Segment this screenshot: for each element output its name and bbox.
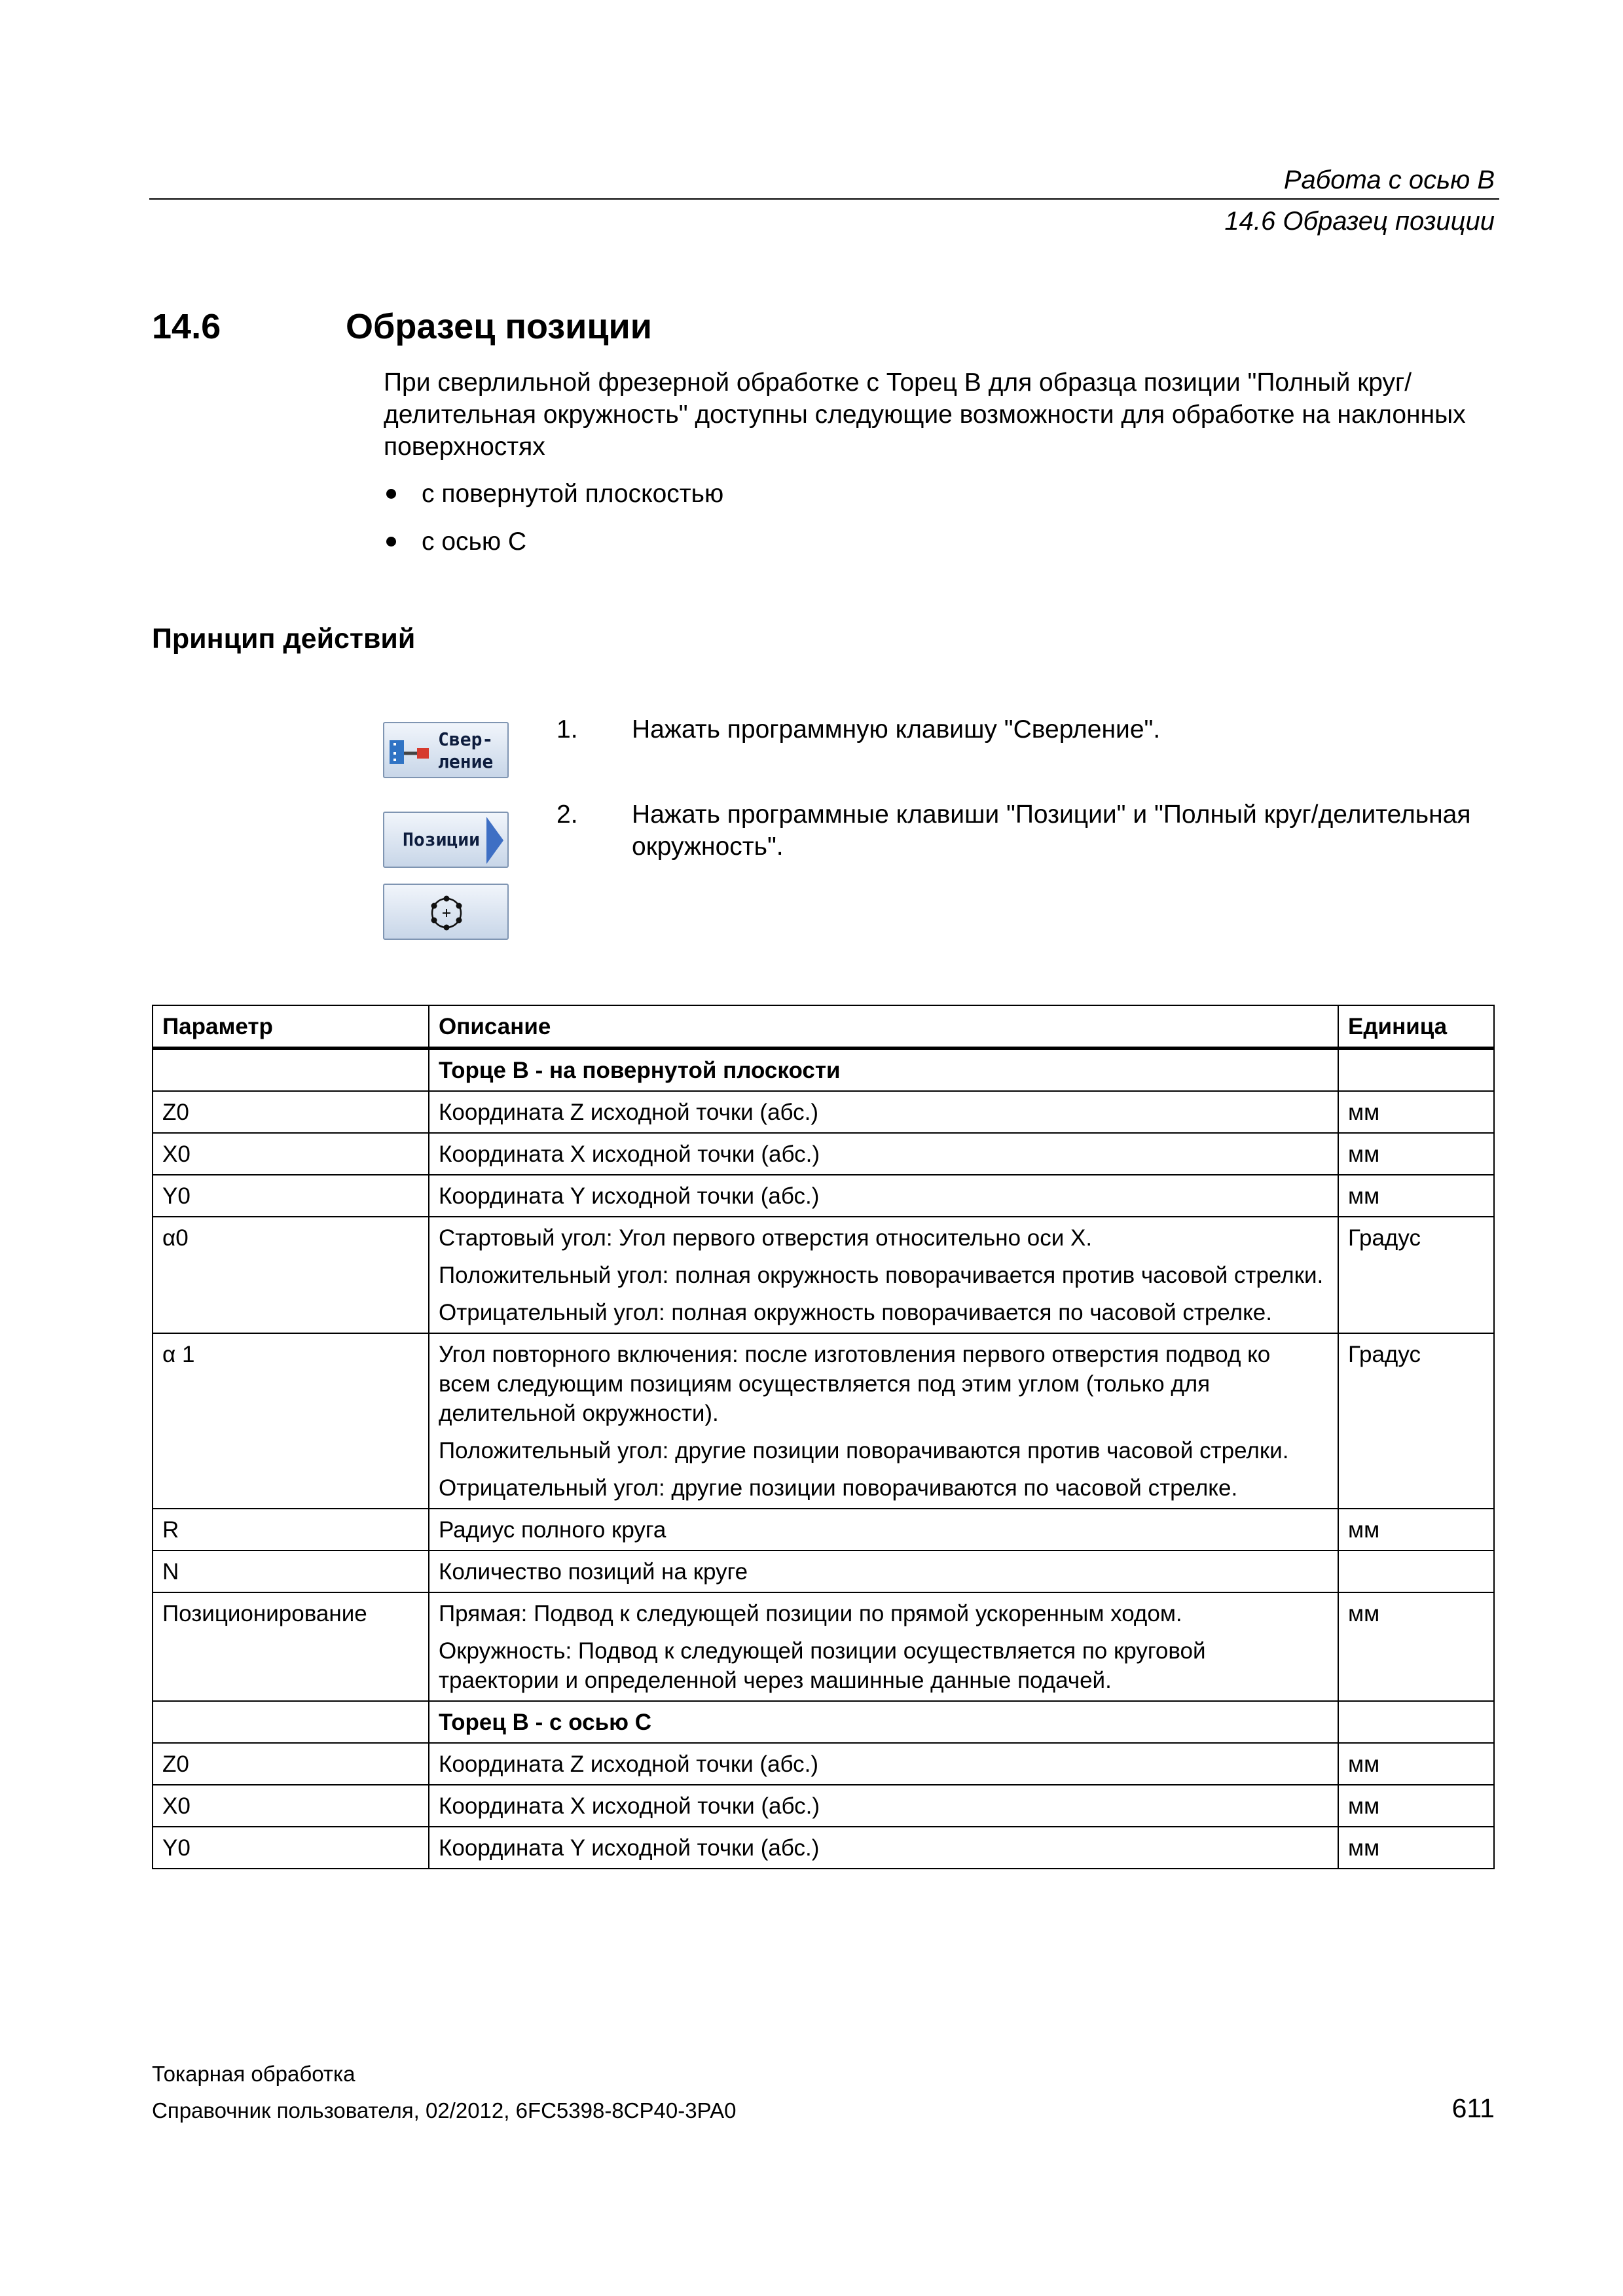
unit-cell: мм	[1338, 1509, 1494, 1551]
description-text: Положительный угол: другие позиции поворачиваются против часовой стрелки.	[439, 1438, 1289, 1463]
table-row	[153, 1217, 1494, 1333]
description-text: Координата X исходной точки (абс.)	[439, 1141, 820, 1167]
step-text: Нажать программную клавишу "Сверление".	[632, 715, 1161, 744]
running-header-section: 14.6 Образец позиции	[1224, 207, 1495, 236]
parameter-cell: X0	[153, 1785, 429, 1827]
parameter-cell: Z0	[153, 1091, 429, 1133]
parameter-cell: α 1	[153, 1333, 429, 1509]
subheading: Принцип действий	[152, 623, 416, 655]
description-text: Координата X исходной точки (абс.)	[439, 1793, 820, 1819]
description-text: Радиус полного круга	[439, 1517, 666, 1543]
table-header-row	[153, 1005, 1494, 1049]
description-text: Количество позиций на круге	[439, 1559, 748, 1585]
step-number: 2.	[556, 800, 578, 829]
table-row	[153, 1333, 1494, 1509]
table-row	[153, 1091, 1494, 1133]
table-body	[153, 1049, 1494, 1869]
description-text: Стартовый угол: Угол первого отверстия относительно оси X.	[439, 1225, 1093, 1251]
description-cell	[429, 1785, 1338, 1827]
description-cell	[429, 1592, 1338, 1701]
intro-paragraph: При сверлильной фрезерной обработке с Торец B для образца позиции "Полный круг/делительная окружность" доступны следующие возможности для обработке на наклонных поверхностях	[384, 368, 1466, 461]
subheader-text: Торце B - на повернутой плоскости	[439, 1058, 841, 1083]
description-cell	[429, 1133, 1338, 1175]
procedure-steps	[556, 713, 1493, 863]
description-cell	[429, 1827, 1338, 1869]
table-row	[153, 1827, 1494, 1869]
table-row	[153, 1785, 1494, 1827]
unit-cell: мм	[1338, 1592, 1494, 1701]
unit-cell: мм	[1338, 1743, 1494, 1785]
unit-cell	[1338, 1701, 1494, 1743]
drill-icon	[390, 734, 431, 769]
description-text: Отрицательный угол: полная окружность поворачивается по часовой стрелке.	[439, 1300, 1272, 1325]
unit-cell: Градус	[1338, 1333, 1494, 1509]
parameter-cell: Позиционирование	[153, 1592, 429, 1701]
parameter-cell	[153, 1049, 429, 1092]
drilling-softkey[interactable]	[383, 722, 509, 778]
description-cell	[429, 1551, 1338, 1592]
description-text: Окружность: Подвод к следующей позиции осуществляется по круговой траектории и определенной через машинные данные подачей.	[439, 1638, 1206, 1693]
table-row	[153, 1551, 1494, 1592]
parameter-cell: α0	[153, 1217, 429, 1333]
table-row	[153, 1175, 1494, 1217]
arrow-right-icon	[484, 814, 507, 867]
unit-cell: мм	[1338, 1133, 1494, 1175]
header-rule	[149, 198, 1499, 200]
description-cell	[429, 1091, 1338, 1133]
table-row	[153, 1743, 1494, 1785]
feature-list	[384, 478, 723, 573]
unit-cell: мм	[1338, 1827, 1494, 1869]
description-text: Координата Z исходной точки (абс.)	[439, 1100, 819, 1125]
parameter-table	[152, 1005, 1495, 1869]
full-circle-softkey[interactable]	[383, 884, 509, 940]
parameter-cell	[153, 1701, 429, 1743]
description-text: Прямая: Подвод к следующей позиции по прямой ускоренным ходом.	[439, 1601, 1182, 1626]
list-item: с повернутой плоскостью	[384, 478, 723, 526]
section-title: Образец позиции	[346, 307, 652, 346]
description-text: Координата Y исходной точки (абс.)	[439, 1835, 820, 1861]
table-row	[153, 1133, 1494, 1175]
description-text: Угол повторного включения: после изготовления первого отверстия подвод ко всем следующим позициям осуществляется под этим углом (только для делительной окружности).	[439, 1342, 1271, 1426]
step-text: Нажать программные клавиши "Позиции" и "Полный круг/делительная окружность".	[632, 800, 1471, 861]
parameter-cell: Z0	[153, 1743, 429, 1785]
unit-cell: мм	[1338, 1091, 1494, 1133]
parameter-cell: N	[153, 1551, 429, 1592]
description-cell	[429, 1701, 1338, 1743]
column-header-description: Описание	[429, 1005, 1338, 1049]
column-header-parameter: Параметр	[153, 1005, 429, 1049]
unit-cell: Градус	[1338, 1217, 1494, 1333]
description-cell	[429, 1049, 1338, 1092]
description-cell	[429, 1333, 1338, 1509]
parameter-cell: X0	[153, 1133, 429, 1175]
table-subheader-row	[153, 1049, 1494, 1092]
drilling-softkey-label: Свер- ление	[438, 728, 494, 772]
list-item: с осью C	[384, 526, 723, 573]
running-header-chapter: Работа с осью B	[1283, 166, 1495, 194]
unit-cell	[1338, 1551, 1494, 1592]
description-text: Координата Y исходной точки (абс.)	[439, 1183, 820, 1209]
parameter-cell: Y0	[153, 1827, 429, 1869]
step-1	[556, 713, 1493, 745]
footer-product: Токарная обработка	[152, 2062, 356, 2086]
description-text: Отрицательный угол: другие позиции поворачиваются по часовой стрелке.	[439, 1475, 1238, 1501]
description-cell	[429, 1509, 1338, 1551]
column-header-unit: Единица	[1338, 1005, 1494, 1049]
page-number: 611	[1451, 2093, 1495, 2123]
description-text: Координата Z исходной точки (абс.)	[439, 1751, 819, 1777]
table-row	[153, 1509, 1494, 1551]
positions-softkey-label: Позиции	[403, 829, 481, 850]
subheader-text: Торец B - с осью C	[439, 1710, 651, 1735]
description-cell	[429, 1217, 1338, 1333]
table-subheader-row	[153, 1701, 1494, 1743]
description-cell	[429, 1743, 1338, 1785]
parameter-cell: R	[153, 1509, 429, 1551]
unit-cell	[1338, 1049, 1494, 1092]
step-number: 1.	[556, 715, 578, 744]
unit-cell: мм	[1338, 1175, 1494, 1217]
pitch-circle-icon	[424, 890, 469, 936]
unit-cell: мм	[1338, 1785, 1494, 1827]
parameter-cell: Y0	[153, 1175, 429, 1217]
footer-manual-info: Справочник пользователя, 02/2012, 6FC5398-8CP40-3PA0	[152, 2098, 737, 2123]
positions-softkey[interactable]	[383, 812, 509, 868]
description-cell	[429, 1175, 1338, 1217]
table-row	[153, 1592, 1494, 1701]
description-text: Положительный угол: полная окружность поворачивается против часовой стрелки.	[439, 1263, 1324, 1288]
section-number: 14.6	[152, 307, 221, 346]
step-2	[556, 798, 1493, 863]
